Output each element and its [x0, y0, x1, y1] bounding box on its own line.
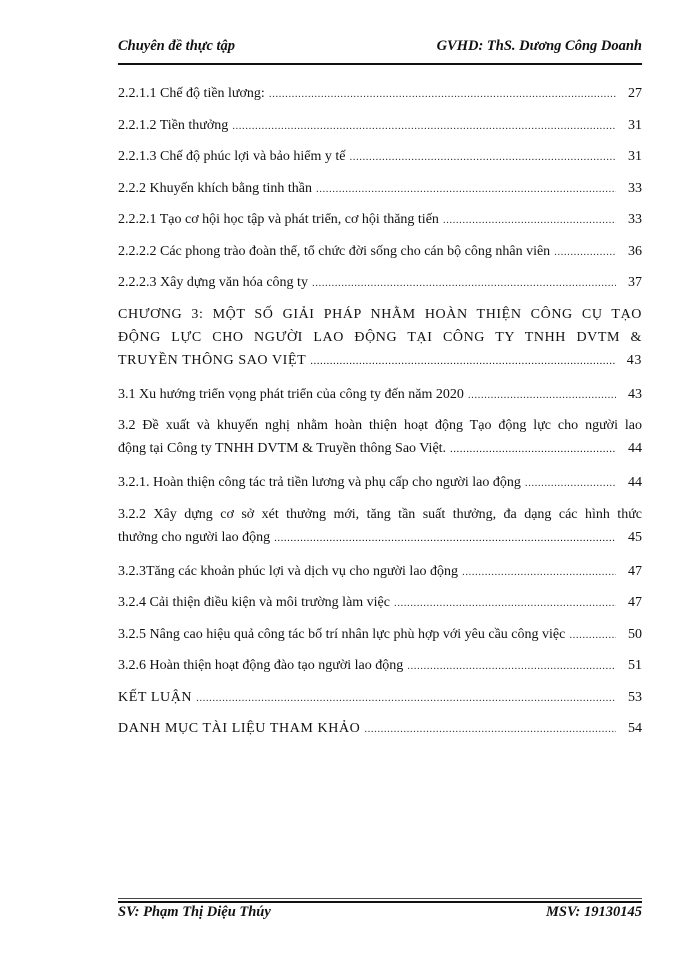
toc-entry-page: 27: [628, 86, 642, 101]
toc-leader-dots: [569, 619, 616, 652]
toc-entry: [118, 467, 642, 499]
table-of-contents: [118, 78, 642, 745]
footer-student-id: MSV: 19130145: [545, 904, 642, 920]
toc-entry-page: 47: [628, 563, 642, 579]
toc-entry-page: 31: [628, 149, 642, 164]
toc-entry-chapter: [118, 299, 642, 373]
toc-entry-title: thưởng cho người lao động: [118, 529, 271, 545]
toc-leader-dots: [310, 349, 616, 373]
toc-entry: [118, 587, 642, 619]
toc-entry-last-line: [118, 349, 642, 373]
toc-entry-page: 53: [628, 689, 642, 705]
toc-entry-page: 44: [628, 475, 642, 490]
toc-entry-title: 2.2.2.3 Xây dựng văn hóa công ty: [118, 275, 308, 290]
toc-entry-last-line: [118, 437, 642, 461]
toc-entry: [118, 173, 642, 205]
toc-entry: [118, 267, 642, 299]
toc-leader-dots: [462, 556, 616, 589]
header-rule: [118, 63, 642, 65]
toc-entry: [118, 682, 642, 714]
page-header: [118, 38, 642, 60]
toc-entry-title-line: CHƯƠNG 3: MỘT SỐ GIẢI PHÁP NHẰM HOÀN THIỆN CÔNG CỤ TẠO: [118, 306, 642, 322]
toc-entry-page: 33: [628, 180, 642, 196]
toc-leader-dots: [525, 467, 616, 500]
toc-entry-title: 3.2.4 Cải thiện điều kiện và môi trường làm việc: [118, 595, 390, 610]
toc-entry-title: 2.2.2 Khuyến khích bằng tinh thần: [118, 180, 313, 196]
toc-entry-title: 3.1 Xu hướng triển vọng phát triển của công ty đến năm 2020: [118, 386, 464, 402]
header-course-title: Chuyên đề thực tập: [118, 38, 236, 54]
toc-entry-title: KẾT LUẬN: [118, 689, 193, 705]
toc-entry-title: 3.2.6 Hoàn thiện hoạt động đào tạo người lao động: [118, 658, 404, 673]
toc-entry-title: 2.2.2.2 Các phong trào đoàn thể, tổ chức đời sống cho cán bộ công nhân viên: [118, 243, 551, 259]
toc-entry-title: DANH MỤC TÀI LIỆU THAM KHẢO: [118, 721, 361, 736]
toc-entry-title: 3.2.3Tăng các khoản phúc lợi và dịch vụ cho người lao động: [118, 563, 459, 579]
footer-rule-thin: [118, 898, 642, 899]
toc-entry-title-line: 3.2.2 Xây dựng cơ sở xét thưởng mới, tăng tần suất thưởng, đa dạng các hình thức: [118, 506, 642, 522]
toc-entry-title: 3.2.5 Nâng cao hiệu quả công tác bố trí nhân lực phù hợp với yêu cầu công việc: [118, 626, 566, 642]
toc-leader-dots: [450, 437, 616, 461]
toc-leader-dots: [274, 526, 616, 550]
toc-entry-page: 44: [628, 441, 642, 456]
toc-entry-page: 37: [628, 275, 642, 290]
toc-entry-page: 54: [628, 721, 642, 736]
toc-entry-page: 43: [626, 352, 642, 368]
footer-student-name: SV: Phạm Thị Diệu Thúy: [118, 904, 271, 920]
toc-leader-dots: [312, 267, 616, 300]
toc-entry-page: 36: [628, 243, 642, 259]
toc-entry: [118, 379, 642, 411]
toc-entry: [118, 556, 642, 588]
toc-entry-page: 45: [628, 529, 642, 545]
toc-leader-dots: [554, 236, 616, 269]
toc-entry-title: 2.2.1.3 Chế độ phúc lợi và bảo hiểm y tế: [118, 149, 346, 164]
toc-entry-title-line: ĐỘNG LỰC CHO NGƯỜI LAO ĐỘNG TẠI CÔNG TY TNHH DVTM &: [118, 329, 642, 345]
toc-entry: [118, 78, 642, 110]
toc-entry-title-line: 3.2 Đề xuất và khuyến nghị nhằm hoàn thiện hoạt động Tạo động lực cho người lao: [118, 418, 642, 433]
toc-entry: [118, 650, 642, 682]
footer-rule-thick: [118, 901, 642, 903]
toc-leader-dots: [468, 379, 616, 412]
toc-leader-dots: [196, 682, 616, 715]
toc-leader-dots: [232, 110, 616, 143]
toc-leader-dots: [269, 78, 616, 111]
toc-entry: [118, 110, 642, 142]
toc-entry-page: 31: [628, 117, 642, 133]
toc-entry: [118, 619, 642, 651]
toc-entry-multiline: [118, 499, 642, 550]
header-supervisor: GVHD: ThS. Dương Công Doanh: [436, 38, 642, 54]
toc-leader-dots: [349, 141, 616, 174]
toc-leader-dots: [394, 587, 616, 620]
toc-entry: [118, 713, 642, 745]
toc-entry-multiline: [118, 410, 642, 461]
toc-entry: [118, 236, 642, 268]
toc-entry-page: 47: [628, 595, 642, 610]
toc-entry-page: 50: [628, 626, 642, 642]
toc-entry-last-line: [118, 526, 642, 550]
toc-entry-page: 33: [628, 212, 642, 227]
toc-entry-title: TRUYỀN THÔNG SAO VIỆT: [118, 352, 307, 368]
toc-leader-dots: [364, 713, 616, 746]
toc-entry: [118, 204, 642, 236]
toc-entry-title: 3.2.1. Hoàn thiện công tác trả tiền lương và phụ cấp cho người lao động: [118, 475, 521, 490]
toc-entry-title: 2.2.1.1 Chế độ tiền lương:: [118, 86, 265, 101]
toc-entry-title: 2.2.2.1 Tạo cơ hội học tập và phát triển, cơ hội thăng tiến: [118, 212, 439, 227]
toc-entry: [118, 141, 642, 173]
page-footer: [118, 904, 642, 926]
toc-entry-page: 43: [628, 386, 642, 402]
toc-leader-dots: [407, 650, 616, 683]
toc-entry-page: 51: [628, 658, 642, 673]
toc-leader-dots: [316, 173, 616, 206]
toc-entry-title: động tại Công ty TNHH DVTM & Truyền thông Sao Việt.: [118, 441, 447, 456]
toc-entry-title: 2.2.1.2 Tiền thưởng: [118, 117, 229, 133]
toc-leader-dots: [443, 204, 616, 237]
